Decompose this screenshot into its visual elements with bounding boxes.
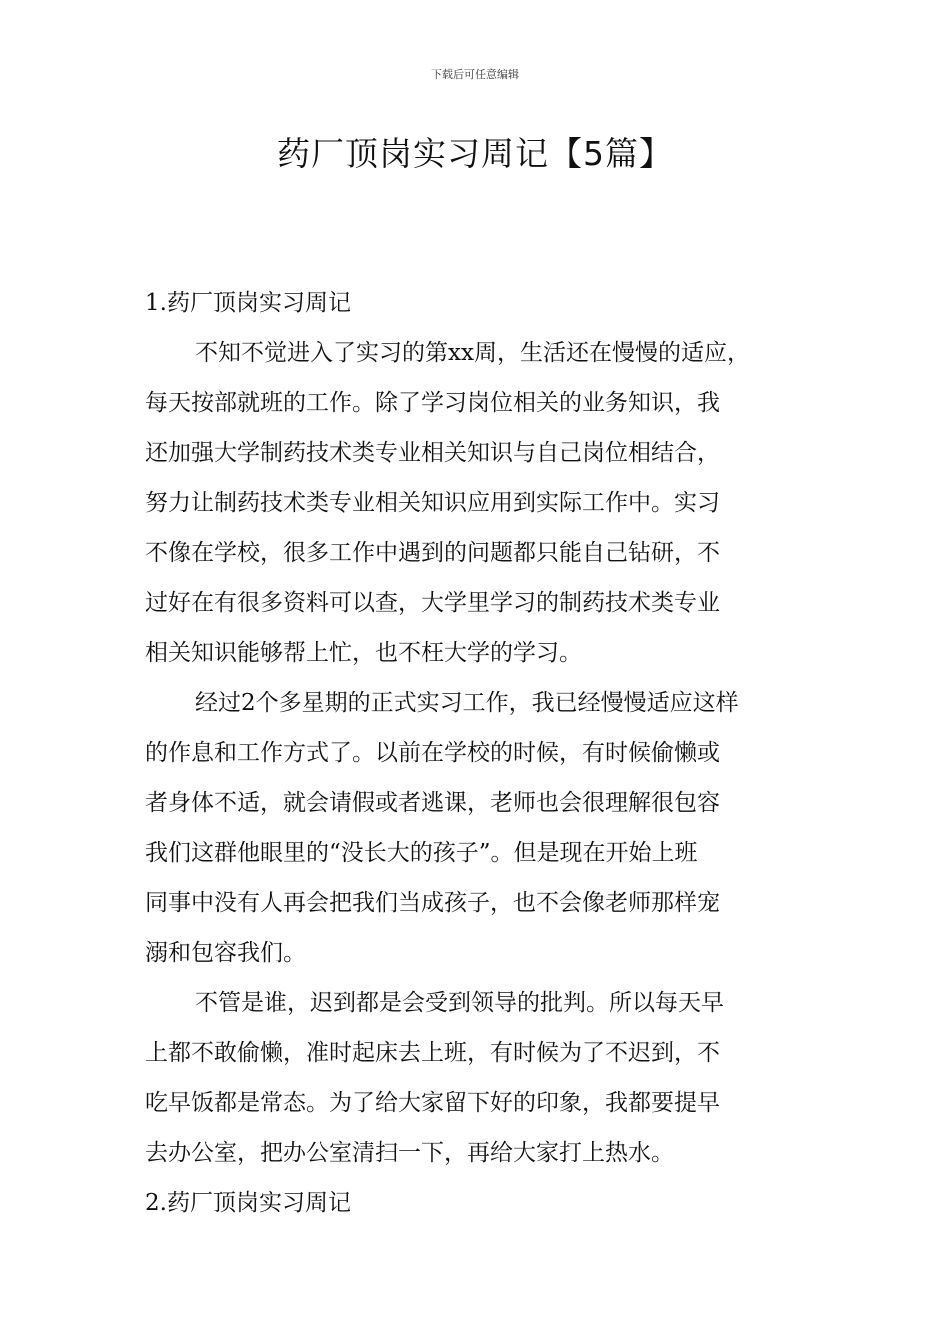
paragraph-line: 的作息和工作方式了。以前在学校的时候，有时候偷懒或 [145,740,720,766]
paragraph-line: 者身体不适，就会请假或者逃课，老师也会很理解很包容 [145,790,720,816]
paragraph-line: 不管是谁，迟到都是会受到领导的批判。所以每天早 [195,990,724,1016]
paragraph-line: 经过2个多星期的正式实习工作，我已经慢慢适应这样 [195,690,739,716]
paragraph [145,328,810,678]
paragraph-line: 同事中没有人再会把我们当成孩子，也不会像老师那样宠 [145,890,720,916]
document-body [145,278,810,1228]
paragraph-line: 上都不敢偷懒，准时起床去上班，有时候为了不迟到，不 [145,1040,720,1066]
header-note: 下载后可任意编辑 [431,68,519,81]
document-title: 药厂顶岗实习周记【5篇】 [277,134,673,173]
paragraph-line: 溺和包容我们。 [145,940,306,966]
paragraph [145,678,810,978]
paragraph-line: 每天按部就班的工作。除了学习岗位相关的业务知识，我 [145,390,720,416]
paragraph-line: 吃早饭都是常态。为了给大家留下好的印象，我都要提早 [145,1090,720,1116]
paragraph-line: 我们这群他眼里的“没长大的孩子”。但是现在开始上班 [145,840,698,866]
paragraph-line: 不像在学校，很多工作中遇到的问题都只能自己钻研，不 [145,540,720,566]
paragraph-line: 不知不觉进入了实习的第xx周，生活还在慢慢的适应， [195,340,750,366]
paragraph-line: 去办公室，把办公室清扫一下，再给大家打上热水。 [145,1140,674,1166]
paragraph-line: 相关知识能够帮上忙，也不枉大学的学习。 [145,640,582,666]
paragraph-line: 努力让制药技术类专业相关知识应用到实际工作中。实习 [145,490,720,516]
paragraph [145,978,810,1178]
section-heading: 1.药厂顶岗实习周记 [145,290,351,316]
section-heading: 2.药厂顶岗实习周记 [145,1190,351,1216]
paragraph-line: 过好在有很多资料可以查，大学里学习的制药技术类专业 [145,590,720,616]
paragraph-line: 还加强大学制药技术类专业相关知识与自己岗位相结合， [145,440,720,466]
